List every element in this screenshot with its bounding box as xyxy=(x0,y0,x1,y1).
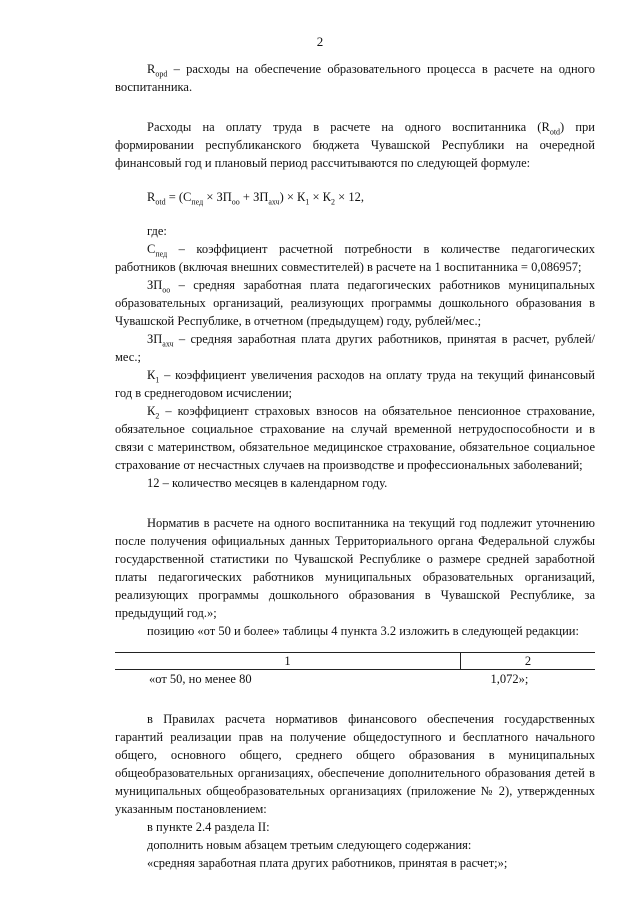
table-cell: 1,072»; xyxy=(490,672,529,686)
formula xyxy=(115,188,595,206)
def-zpahch-sub: ахч xyxy=(162,339,174,349)
norm-paragraph: Норматив в расчете на одного воспитанника на текущий год подлежит уточнению после получения официальных данных Территориального органа Федеральной службы государственной статистики по Чувашской Республике о размере средней заработной платы педагогических работников муниципальных образовательных организаций, реализующих программы дошкольного образования в Чувашской Республике, за предыдущий год.»; xyxy=(115,516,595,620)
def-months: 12 – количество месяцев в календарном году. xyxy=(147,476,388,490)
formula-k2-sub: 2 xyxy=(331,197,336,207)
def-zpahch-symbol: ЗП xyxy=(147,332,163,346)
formula-r-sub: otd xyxy=(155,197,166,207)
table-header-cell: 1 xyxy=(115,653,461,670)
def-k2-symbol: К xyxy=(147,404,156,418)
formula-c-sub: пед xyxy=(191,197,204,207)
formula-mul1: × ЗП xyxy=(203,190,232,204)
formula-zp2-sub: ахч xyxy=(268,197,280,207)
def-zpahch-text: – средняя заработная плата других работников, принятая в расчет, рублей/мес.; xyxy=(115,332,595,364)
def-k2-text: – коэффициент страховых взносов на обязательное пенсионное страхование, обязательное социальное страхование на случай временной нетрудоспособности и в связи с материнством, обязательное медицинское страхование, обязательное социальное страхование от несчастных случаев на производстве и профессиональных заболеваний; xyxy=(115,404,595,472)
def-cped-symbol: С xyxy=(147,242,156,256)
add-paragraph: дополнить новым абзацем третьим следующего содержания: xyxy=(147,838,472,852)
point-paragraph: в пункте 2.4 раздела II: xyxy=(147,820,270,834)
where-label: где: xyxy=(147,224,167,238)
formula-zp1-sub: оо xyxy=(231,197,240,207)
formula-plus: + ЗП xyxy=(239,190,269,204)
document-body xyxy=(115,60,595,872)
def-zpoo xyxy=(115,276,595,330)
def-zpahch xyxy=(115,330,595,366)
intro-paragraph xyxy=(115,118,595,172)
formula-k1-sub: 1 xyxy=(305,197,310,207)
formula-tail: × 12, xyxy=(335,190,364,204)
def-cped xyxy=(115,240,595,276)
def-zpoo-symbol: ЗП xyxy=(147,278,163,292)
quote-paragraph: «средняя заработная плата других работников, принятая в расчет;»; xyxy=(147,856,508,870)
intro-part2: ) при формировании республиканского бюджета Чувашской Республики на очередной финансовый год и плановый период рассчитываются по следующей формуле: xyxy=(115,120,595,170)
def-k1 xyxy=(115,366,595,402)
amendment-table-wrapper xyxy=(115,652,595,688)
rules-paragraph: в Правилах расчета нормативов финансового обеспечения государственных гарантий реализации прав на получение общедоступного и бесплатного начального общего, основного общего, среднего общего образования в муниципальных общеобразовательных организациях, обеспечение дополнительного образования детей в муниципальных общеобразовательных организациях (приложение № 2), утвержденных указанным постановлением: xyxy=(115,712,595,816)
ropd-text: – расходы на обеспечение образовательного процесса в расчете на одного воспитанника. xyxy=(115,62,595,94)
def-k2 xyxy=(115,402,595,474)
def-cped-sub: пед xyxy=(155,249,168,259)
def-zpoo-text: – средняя заработная плата педагогических работников муниципальных образовательных организаций, реализующих программы дошкольного образования в Чувашской Республике, в отчетном (предыдущем) году, рублей/мес.; xyxy=(115,278,595,328)
formula-r: R xyxy=(147,190,156,204)
formula-close: ) × К xyxy=(279,190,306,204)
ropd-symbol: R xyxy=(147,62,156,76)
ropd-subscript: opd xyxy=(155,69,168,79)
page-number: 2 xyxy=(316,34,324,49)
def-k1-symbol: К xyxy=(147,368,156,382)
table-cell: «от 50, но менее 80 xyxy=(149,672,252,686)
table-header-cell: 2 xyxy=(461,653,596,670)
formula-mul2: × К xyxy=(309,190,332,204)
amendment-table xyxy=(115,652,595,688)
intro-part1: Расходы на оплату труда в расчете на одного воспитанника (R xyxy=(147,120,550,134)
formula-eq: = (С xyxy=(165,190,192,204)
intro-subscript: otd xyxy=(549,127,561,137)
table-header-row xyxy=(115,653,595,670)
table-row xyxy=(115,670,595,689)
def-zpoo-sub: оо xyxy=(162,285,171,295)
def-k1-sub: 1 xyxy=(155,375,160,385)
def-k2-sub: 2 xyxy=(155,411,160,421)
def-cped-text: – коэффициент расчетной потребности в количестве педагогических работников (включая внешних совместителей) в расчете на 1 воспитанника = 0,086957; xyxy=(115,242,595,274)
ropd-definition xyxy=(115,60,595,96)
def-k1-text: – коэффициент увеличения расходов на оплату труда на текущий финансовый год в среднегодовом исчислении; xyxy=(115,368,595,400)
position-paragraph: позицию «от 50 и более» таблицы 4 пункта 3.2 изложить в следующей редакции: xyxy=(147,624,579,638)
